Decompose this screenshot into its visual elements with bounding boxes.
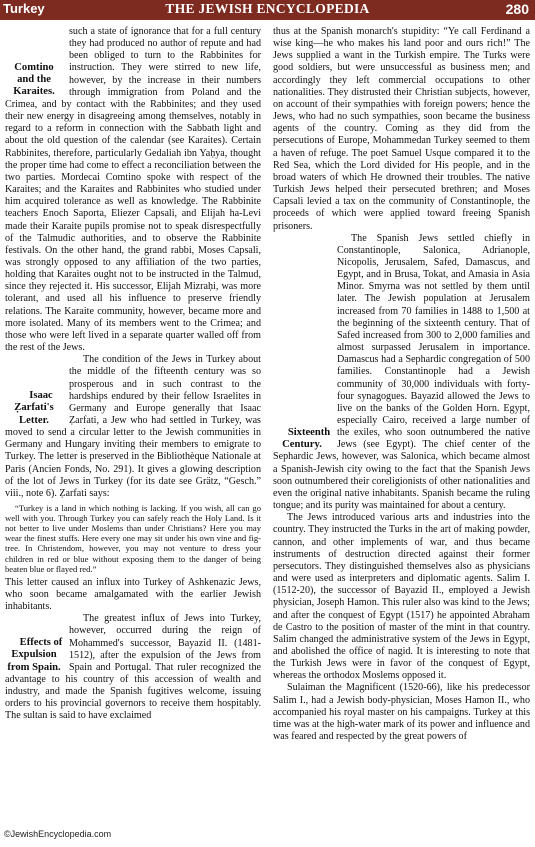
paragraph-text: such a state of ignorance that for a full century they had produced no author of repute and had been obliged to turn to the Rabbinites for instruction. They were stirred to new life, however, by the increase in their numbers through immigration from Poland and the Crimea, and by contact with the Rabbinites; and they used their new energy in disagreeing among themselves, notably in regard to a reform in connection with the Sabbath light and about the old question of the calendar (see Karaites). Certain Rabbinites, therefore, particularly Gedaliah ibn Yaḥya, thought the proper time had come to effect a reconciliation between the two parties. Mordecai Comtino spoke with respect of the Karaites; and the Karaites and Rabbinites who studied under him acquired tolerance as well as knowledge. The Rabbinite teachers Enoch Saporta, Eliezer Capsali, and Elijah ha-Levi made their Karaite pupils promise not to speak disrespectfully of the Talmudic authorities, and to observe the Rabbinite festivals. On the other hand, the grand rabbi, Moses Capsali, was strongly opposed to any affiliation of the two parties, holding that Karaites ought not to be instructed in the Talmud, since they rejected it. His successor, Elijah Mizraḥi, was more tolerant, and used all his influence to preserve friendly relations. The Karaite community, however, became more and more isolated. Many of its members went to the Crimea; and those who were left lived in a separate quarter walled off from the rest of the Jews. — [5, 26, 261, 354]
paragraph-text: The Spanish Jews settled chiefly in Constantinople, Salonica, Adrianople, Nicopolis, Jerusalem, Safed, Damascus, and Egypt, and in Brusa, Tokat, and Amasia in Asia Minor. Smyrna was not settled by them until later. The Jewish population at Jerusalem increased from 70 families in 1488 to 1,500 at the beginning of the sixteenth century. That of Safed increased from 300 to 2,000 families and almost surpassed Jerusalem in importance. Damascus had a Sephardic congregation of 500 families. Constantinople had a Jewish community of 30,000 individuals with forty-four synagogues. Bayazid allowed the Jews to live on the banks of the Golden Horn. Egypt, especially Cairo, received a large number of the exiles, who soon outnumbered the native Jews (see Egypt). The chief center of the Sephardic Jews, however, was Salonica, which became almost a Spanish-Jewish city owing to the fact that the Spanish Jews soon outnumbered their coreligionists of other nationalities and even the original native inhabitants. Spanish became the ruling tongue; and its purity was maintained for about a century. — [273, 232, 530, 512]
left-column — [5, 26, 261, 723]
paragraph: Sulaiman the Magnificent (1520-66), like his predecessor Salim I., had a Jewish body-physician, Moses Hamon II., who accompanied his royal master on his campaigns. Turkey at this time was at the high-water mark of its power and influence and was feared and respected by the great powers of — [273, 682, 530, 743]
paragraph — [5, 613, 261, 722]
sidenote-sixteenth-century: Sixteenth Century. — [282, 426, 331, 450]
sidenote-expulsion: Effects of Expulsion from Spain. — [7, 637, 63, 673]
copyright-footer: ©JewishEncyclopedia.com — [4, 829, 112, 839]
paragraph-text: The condition of the Jews in Turkey about the middle of the fifteenth century was so prosperous and in such contrast to the hardships endured by their fellow Israelites in Germany and Europe generally that Isaac Ẓarfati, a Jew who had settled in Turkey, was moved to send a circular letter to the Jewish communities in Germany and Hungary inviting their members to emigrate to Turkey. The letter is preserved in the Bibliothèque Nationale at Paris (Ancien Fonds, No. 291). It gives a glowing description of the lot of Jews in Turkey (for its date see Grätz, “Gesch.” viii., note 6). Ẓarfati says: — [5, 354, 261, 499]
header-article-title: Turkey — [3, 1, 45, 16]
paragraph — [5, 354, 261, 500]
paragraph: thus at the Spanish monarch's stupidity: “Ye call Ferdinand a wise king—he who makes his land poor and ours rich!” The Jews supplied a want in the Turkish empire. The Turks were good soldiers, but were unsuccessful as business men; and accordingly they left commercial occupations to other nationalities. They distrusted their Christian subjects, however, on account of their sympathies with foreign powers; hence the Jews, who had no such sympathies, soon became the business agents of the country. Coming as they did from the persecutions of Europe, Mohammedan Turkey seemed to them a haven of refuge. The poet Samuel Usque compared it to the Red Sea, which the Lord divided for His people, and in the broad waters of which He drowned their troubles. The native Turkish Jews helped their persecuted brethren; and Moses Capsali levied a tax on the community of Constantinople, the proceeds of which were applied toward freeing Spanish prisoners. — [273, 26, 530, 232]
header-publication-title: THE JEWISH ENCYCLOPEDIA — [165, 1, 370, 16]
quotation: “Turkey is a land in which nothing is lacking. If you wish, all can go well with you. Through Turkey you can safely reach the Holy Land. Is it not better to live under Moslems than under Christians? Here you may wear the finest stuffs. Here every one may sit under his own vine and fig-tree. In Christendom, however, you may not venture to dress your children in red or blue without exposing them to the danger of being beaten blue or flayed red.” — [5, 503, 261, 574]
sidenote-zarfati: Isaac Ẓarfati's Letter. — [14, 390, 54, 426]
paragraph: The Jews introduced various arts and industries into the country. They instructed the Turks in the art of making powder, cannon, and other implements of war, and thus became instruments of destruction directed against their former persecutors. They distinguished themselves also as physicians and were used as interpreters and diplomatic agents. Salim I. (1512-20), the successor of Bayazid II., employed a Jewish physician, Joseph Hamon. This ruler also was kind to the Jews; and after the conquest of Egypt (1517) he appointed Abraham de Castro to the position of master of the mint in that country. Salim changed the administrative system of the Jews in Egypt, and abolished the office of nagid. It is interesting to note that the Turkish Jews were in favor of the conquest of Egypt, whereas the orthodox Moslems opposed it. — [273, 512, 530, 682]
paragraph: This letter caused an influx into Turkey of Ashkenazic Jews, who soon became amalgamated with the earlier Jewish inhabitants. — [5, 576, 261, 613]
paragraph — [273, 233, 530, 513]
header-page-number: 280 — [505, 1, 529, 17]
page-header — [0, 0, 535, 20]
paragraph — [5, 26, 261, 354]
right-column — [273, 26, 530, 743]
paragraph-text: The greatest influx of Jews into Turkey, however, occurred during the reign of Mohammed's successor, Bayazid II. (1481-1512), after the expulsion of the Jews from Spain and Portugal. That ruler recognized the advantage to his country of this accession of wealth and industry, and made the Spanish fugitives welcome, issuing orders to his provincial governors to receive them hospitably. The sultan is said to have exclaimed — [5, 613, 261, 722]
sidenote-comtino: Comtino and the Karaites. — [13, 62, 55, 98]
